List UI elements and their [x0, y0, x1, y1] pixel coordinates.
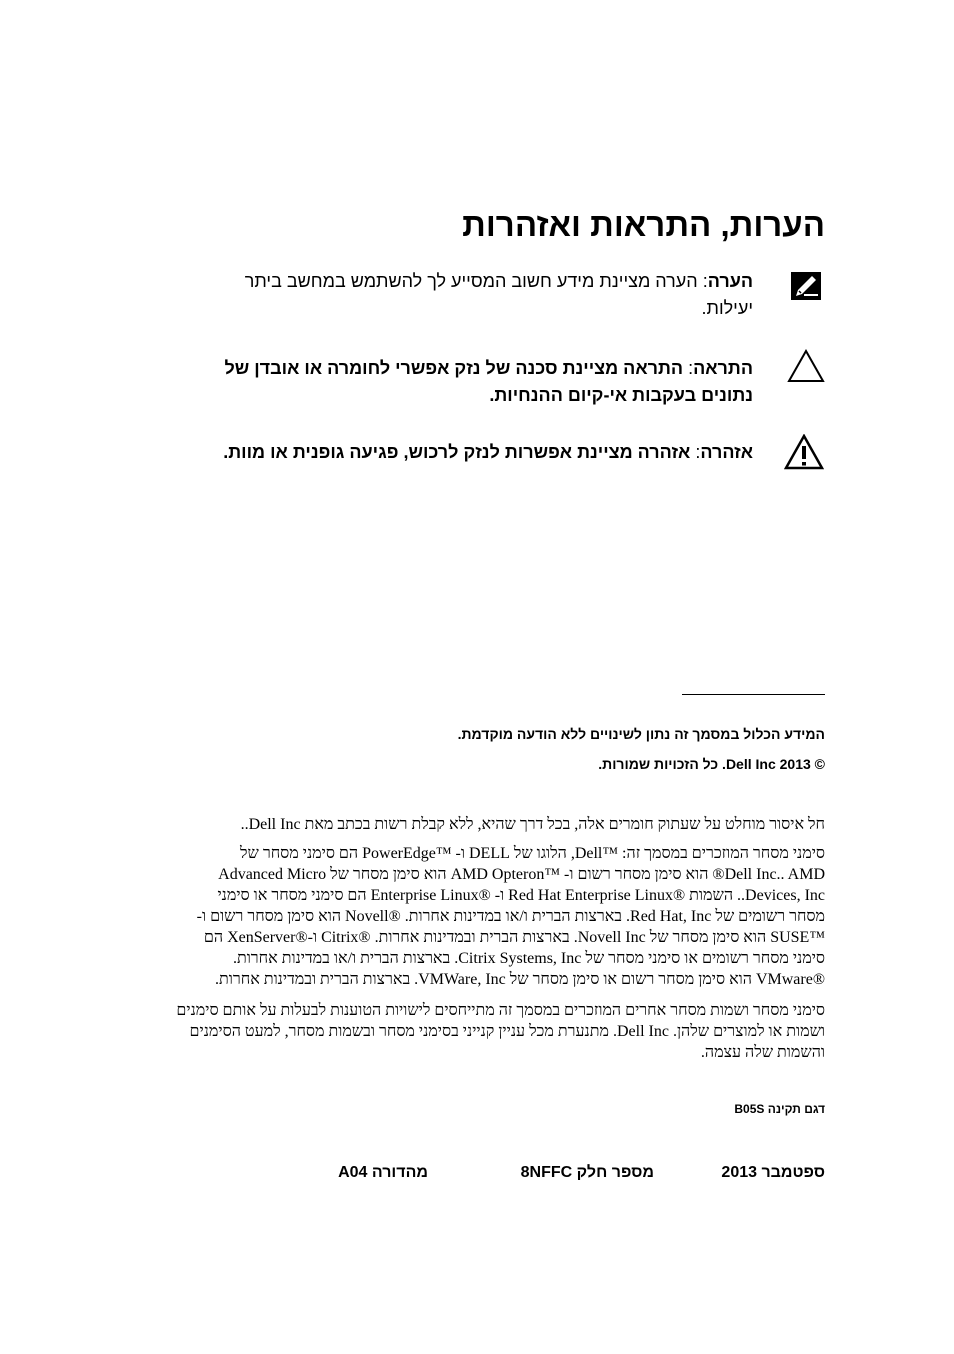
reproduction-notice: חל איסור מוחלט על שעתוק חומרים אלה, בכל דרך שהיא, ללא קבלת רשות בכתב מאת Dell Inc..: [240, 816, 825, 833]
caution-text: התראה מציינת סכנה של נזק אפשרי לחומרה או אובדן של נתונים בעקבות אי-קיום ההנחיות.: [224, 358, 753, 405]
warning-label: אזהרה: [700, 442, 753, 462]
trademark-line: מסחר רשומים של Red Hat, Inc. בארצות הברית ו/או במדינות אחרות. ®Novell הוא סימן מסחר רשום ו-: [196, 908, 825, 925]
trademark-line: ™SUSE הוא סימן מסחר של Novell Inc. בארצות הברית ובמדינות אחרות. ®Citrix ו-®XenServer הם: [203, 929, 825, 946]
warning-exclamation-icon: [784, 434, 824, 470]
copyright-line: © 2013 Dell Inc. כל הזכויות שמורות.: [598, 756, 825, 772]
page-title: הערות, התראות ואזהרות: [462, 206, 825, 243]
trademark-line: Dell Inc.. AMD® הוא סימן מסחר רשום ו- ™AMD Opteron הוא סימן מסחר של Advanced Micro: [218, 866, 825, 883]
trademark-line: סימני מסחר המוזכרים במסמך זה: ™Dell, הלוגו של DELL ו- ™PowerEdge הם סימני מסחר של: [240, 845, 825, 862]
caution-label: התראה: [693, 358, 753, 378]
caution-notice: [190, 355, 753, 409]
revision: מהדורה A04: [338, 1164, 428, 1181]
warning-notice: [190, 439, 753, 466]
pencil-note-icon: [790, 271, 822, 301]
note-notice: [190, 268, 753, 322]
other-trademark-line: ושמות או למוצרים שלהן. Dell Inc. מתנערת מכל עניין קנייני בסימני מסחר ובשמות מסחר, למעט הסימנים: [189, 1023, 825, 1040]
caution-triangle-icon: [787, 349, 825, 383]
regulatory-model: דגם תקינה B05S: [734, 1102, 825, 1116]
other-trademarks-paragraph: [150, 1000, 825, 1063]
publication-date: ספטמבר 2013: [721, 1164, 825, 1181]
trademark-line: Devices, Inc.. השמות ®Red Hat Enterprise Linux ו- ®Enterprise Linux הם סימני מסחר או סימני: [217, 887, 825, 904]
note-label: הערה: [707, 271, 753, 291]
footnote-divider: [682, 694, 825, 695]
other-trademark-line: והשמות שלה עצמה.: [700, 1044, 825, 1061]
other-trademark-line: סימני מסחר ושמות מסחר אחרים המוזכרים במסמך זה מתייחסים לישויות הטוענות לבעלות על אותם סימנים: [176, 1002, 825, 1019]
trademark-line: ®VMware הוא סימן מסחר רשום או סימן מסחר של VMWare, Inc. בארצות הברית ובמדינות אחרות.: [215, 971, 825, 988]
part-number: מספר חלק 8NFFC: [520, 1164, 654, 1181]
note-text: הערה מציינת מידע חשוב המסייע לך להשתמש במחשב ביתר יעילות.: [244, 271, 753, 318]
trademarks-paragraph: [150, 843, 825, 990]
subject-to-change-notice: המידע הכלול במסמך זה נתון לשינויים ללא הודעה מוקדמת.: [457, 726, 825, 742]
caution-separator: :: [683, 358, 694, 378]
trademark-line: סימני מסחר רשומים או סימני מסחר של Citrix Systems, Inc. בארצות הברית ו/או במדינות אחרות.: [232, 950, 825, 967]
note-separator: :: [697, 271, 708, 291]
warning-separator: :: [690, 442, 701, 462]
warning-text: אזהרה מציינת אפשרות לנזק לרכוש, פגיעה גופנית או מוות.: [223, 442, 691, 462]
